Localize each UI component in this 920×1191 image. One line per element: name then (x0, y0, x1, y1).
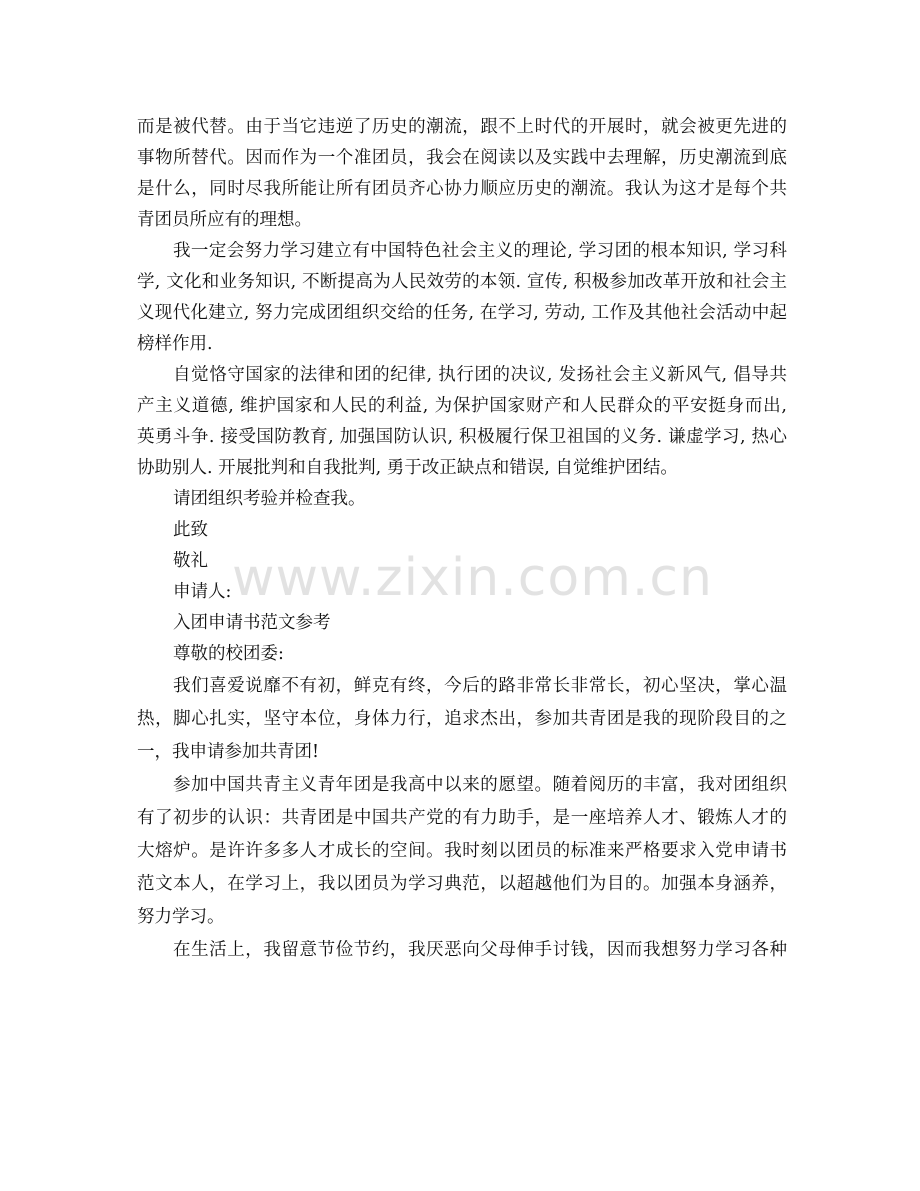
document-line: 努力学习。 (137, 907, 225, 927)
document-line: 榜样作用. (137, 334, 213, 354)
document-line: 敬礼 (173, 551, 208, 571)
document-line: 自觉恪守国家的法律和团的纪律, 执行团的决议, 发扬社会主义新风气, 倡导共 (173, 365, 787, 385)
document-line: 尊敬的校团委: (173, 644, 284, 664)
document-line: 英勇斗争. 接受国防教育, 加强国防认识, 积极履行保卫祖国的义务. 谦虚学习, 热心 (137, 427, 787, 447)
document-line: 热，脚心扎实，坚守本位，身体力行，追求杰出，参加共青团是我的现阶段目的之 (137, 709, 787, 729)
document-line: 入团申请书范文参考 (173, 613, 331, 633)
document-line: 产主义道德, 维护国家和人民的利益, 为保护国家财产和人民群众的平安挺身而出, (137, 396, 787, 416)
document-line: 义现代化建立, 努力完成团组织交给的任务, 在学习, 劳动, 工作及其他社会活动中起 (137, 303, 787, 323)
document-line: 范文本人，在学习上，我以团员为学习典范，以超越他们为目的。加强本身涵养， (137, 874, 787, 894)
document-line: 事物所替代。因而作为一个准团员，我会在阅读以及实践中去理解，历史潮流到底 (137, 148, 787, 168)
document-line: 有了初步的认识：共青团是中国共产党的有力助手，是一座培养人才、锻炼人才的 (137, 808, 787, 828)
document-body (137, 112, 787, 967)
document-line: 参加中国共青主义青年团是我高中以来的愿望。随着阅历的丰富，我对团组织 (173, 775, 787, 795)
document-line: 协助别人. 开展批判和自我批判, 勇于改正缺点和错误, 自觉维护团结。 (137, 458, 678, 478)
document-line: 此致 (173, 520, 208, 540)
document-line: 是什么，同时尽我所能让所有团员齐心协力顺应历史的潮流。我认为这才是每个共 (137, 179, 787, 199)
document-line: 一，我申请参加共青团! (137, 742, 320, 762)
document-line: 我一定会努力学习建立有中国特色社会主义的理论, 学习团的根本知识, 学习科 (173, 241, 787, 261)
document-line: 在生活上，我留意节俭节约，我厌恶向父母伸手讨钱，因而我想努力学习各种 (173, 940, 787, 960)
document-line: 大熔炉。是许许多多人才成长的空间。我时刻以团员的标准来严格要求入党申请书 (137, 841, 787, 861)
document-line: 我们喜爱说靡不有初，鲜克有终，今后的路非常长非常长，初心坚决，掌心温 (173, 676, 787, 696)
document-line: 申请人: (173, 582, 232, 602)
document-line: 青团员所应有的理想。 (137, 210, 312, 230)
document-line: 请团组织考验并检查我。 (173, 489, 366, 509)
document-line: 而是被代替。由于当它违逆了历史的潮流，跟不上时代的开展时，就会被更先进的 (137, 117, 787, 137)
document-line: 学, 文化和业务知识, 不断提高为人民效劳的本领. 宣传, 积极参加改革开放和社会主 (137, 272, 787, 292)
watermark: www.zixin.com.cn (232, 548, 713, 608)
